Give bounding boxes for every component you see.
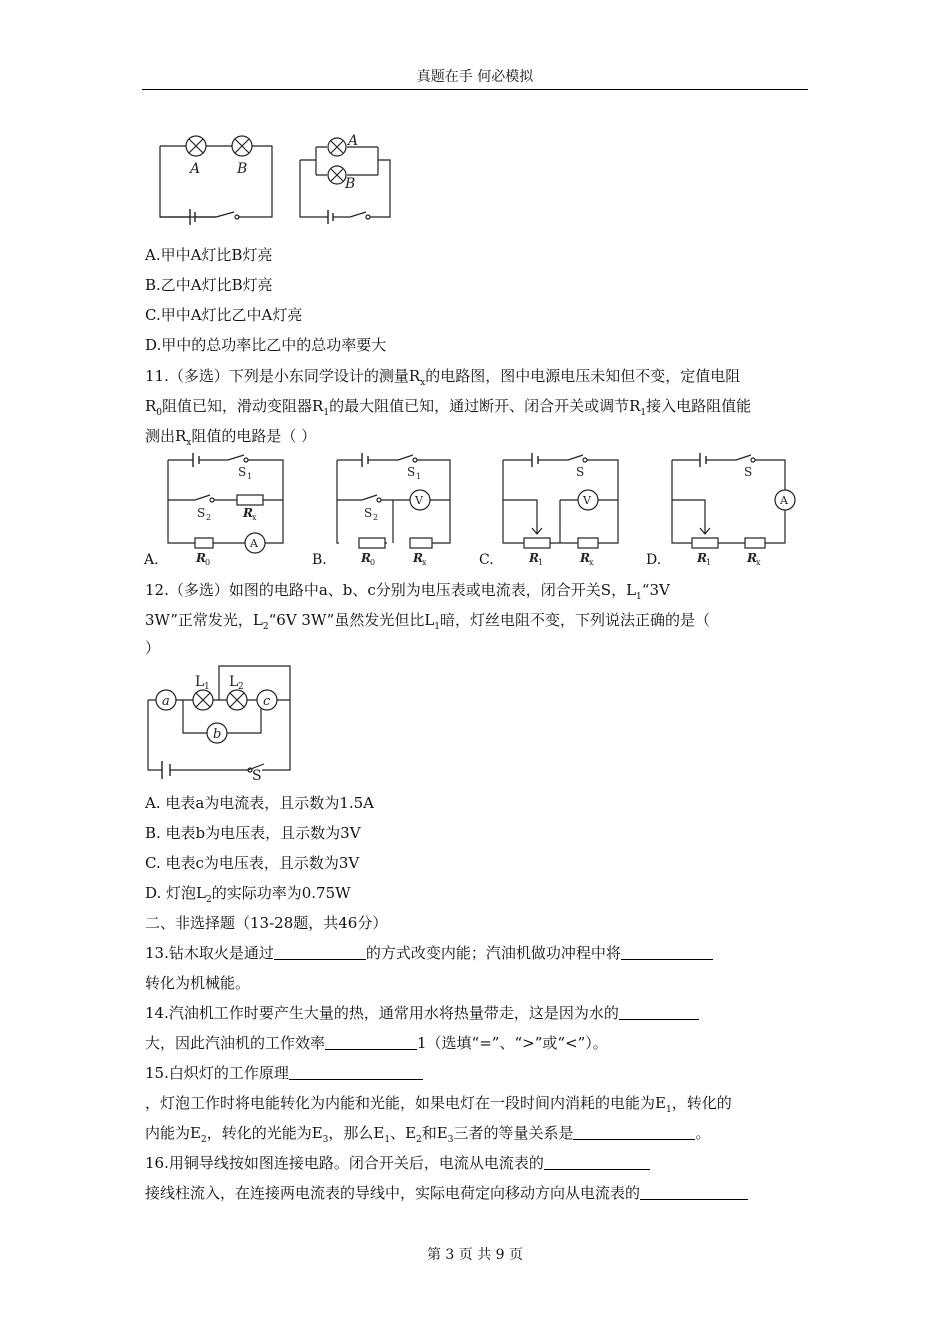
- q10-figure: [150, 125, 400, 225]
- page-footer: 第 3 页 共 9 页: [426, 1247, 524, 1263]
- q15-line2: ，灯泡工作时将电能转化为内能和光能，如果电灯在一段时间内消耗的电能为$E_1$，转化的: [145, 1094, 732, 1115]
- lamp-l1-sub: 1: [204, 682, 210, 692]
- label-rx-a-sub: x: [252, 513, 257, 522]
- q11-label-b: B.: [312, 552, 327, 568]
- q10-option-a: A.甲中A灯比B灯亮: [145, 246, 273, 264]
- label-s-d: S: [744, 465, 753, 479]
- label-rx-d-sub: x: [756, 558, 761, 567]
- q13-blank-1[interactable]: [274, 943, 366, 960]
- q11-label-c: C.: [479, 552, 494, 568]
- q11-label-d: D.: [646, 552, 662, 568]
- q10-option-d: D.甲中的总功率比乙中的总功率要大: [145, 336, 387, 354]
- q12-stem-line2: 3W”正常发光，$L_2“6V$ 3W”虽然发光但比$L_1$暗，灯丝电阻不变，下列说法正确的是（: [145, 611, 711, 632]
- q16-line2: 接线柱流入，在连接两电流表的导线中，实际电荷定向移动方向从电流表的: [145, 1183, 748, 1203]
- q15-blank-2[interactable]: [573, 1123, 695, 1140]
- label-r1-c: R: [529, 551, 539, 565]
- label-r0-b: R: [361, 551, 371, 565]
- q11-circuits: [140, 450, 810, 575]
- label-ammeter-d: A: [780, 494, 788, 507]
- q12-stem-line3: ）: [145, 639, 161, 657]
- q12-option-c: C. 电表c为电压表，且示数为3V: [145, 854, 360, 872]
- q16-blank-2[interactable]: [640, 1183, 748, 1200]
- section-2-heading: 二、非选择题（13-28题，共46分）: [145, 914, 388, 932]
- jia-label-b: B: [237, 161, 248, 177]
- switch-s-label: S: [252, 768, 262, 780]
- lamp-l2-label: L: [229, 674, 239, 690]
- label-s1-b-sub: 1: [416, 472, 422, 481]
- q11-stem-line3: 测出$R_x$阻值的电路是（ ）: [145, 427, 317, 448]
- lamp-l1-label: L: [195, 674, 205, 690]
- q10-option-b: B.乙中A灯比B灯亮: [145, 276, 273, 294]
- q13-blank-2[interactable]: [621, 943, 713, 960]
- q11-label-a: A.: [144, 552, 159, 568]
- label-rx-c-sub: x: [589, 558, 594, 567]
- label-r0-a: R: [196, 551, 206, 565]
- label-r0-b-sub: 0: [370, 558, 376, 567]
- q12-option-d: D. 灯泡$L_2$的实际功率为0.75W: [145, 884, 351, 905]
- q13-line2: 转化为机械能。: [145, 974, 251, 992]
- q13-line1: 13.钻木取火是通过 的方式改变内能；汽油机做功冲程中将: [145, 943, 713, 963]
- label-voltmeter-c: V: [583, 494, 591, 507]
- yi-label-b: B: [345, 176, 356, 192]
- q15-line1: 15.白炽灯的工作原理: [145, 1063, 423, 1083]
- lamp-l2-sub: 2: [238, 682, 244, 692]
- label-s2-b: S: [364, 506, 373, 520]
- q14-blank-2[interactable]: [325, 1033, 417, 1050]
- q14-line2: 大，因此汽油机的工作效率 1（选填“=”、“>”或“<”）。: [145, 1034, 608, 1052]
- label-voltmeter-b: V: [415, 494, 423, 507]
- q12-option-a: A. 电表a为电流表，且示数为1.5A: [145, 794, 375, 812]
- label-s2-a-sub: 2: [206, 513, 212, 522]
- label-r1-c-sub: 1: [538, 558, 544, 567]
- yi-label-a: A: [348, 133, 359, 149]
- label-r0-a-sub: 0: [205, 558, 211, 567]
- meter-c-label: c: [263, 694, 271, 709]
- q12-figure: [140, 660, 300, 780]
- label-rx-a: R: [243, 506, 253, 520]
- label-s1-a-sub: 1: [247, 472, 253, 481]
- q15-line3: 内能为$E_2$，转化的光能为$E_3$，那么$E_1$、$E_2$和$E_3$三者的等量关系是 。: [145, 1124, 711, 1145]
- label-s1-a: S: [238, 465, 247, 479]
- label-s2-b-sub: 2: [373, 513, 379, 522]
- q11-stem-line2: $R_0$阻值已知，滑动变阻器$R_1$的最大阻值已知，通过断开、闭合开关或调节$R_1$接入电路阻值能: [145, 397, 752, 418]
- meter-a-label: a: [162, 694, 170, 709]
- header-rule: [142, 89, 808, 90]
- q16-line1: 16.用铜导线按如图连接电路。闭合开关后，电流从电流表的: [145, 1153, 650, 1173]
- q12-option-b: B. 电表b为电压表，且示数为3V: [145, 824, 361, 842]
- jia-label-a: A: [190, 161, 201, 177]
- q14-blank-1[interactable]: [619, 1003, 699, 1020]
- q10-option-c: C.甲中A灯比乙中A灯亮: [145, 306, 303, 324]
- label-r1-d-sub: 1: [706, 558, 712, 567]
- q15-blank-1[interactable]: [289, 1063, 423, 1080]
- label-s2-a: S: [197, 506, 206, 520]
- label-r1-d: R: [697, 551, 707, 565]
- q11-stem-line1: 11.（多选）下列是小东同学设计的测量$R_x$的电路图，图中电源电压未知但不变，定值电阻: [145, 367, 741, 388]
- page-header: 真题在手 何必模拟: [416, 69, 534, 85]
- q14-line1: 14.汽油机工作时要产生大量的热，通常用水将热量带走，这是因为水的: [145, 1003, 699, 1023]
- label-s1-b: S: [407, 465, 416, 479]
- q16-blank-1[interactable]: [544, 1153, 650, 1170]
- label-s-c: S: [576, 465, 585, 479]
- label-rx-b: R: [413, 551, 423, 565]
- meter-b-label: b: [213, 727, 222, 742]
- q12-stem-line1: 12.（多选）如图的电路中a、b、c分别为电压表或电流表，闭合开关S，$L_1“3V$: [145, 581, 670, 602]
- label-rx-d: R: [747, 551, 757, 565]
- label-ammeter-a: A: [250, 537, 258, 550]
- label-rx-b-sub: x: [422, 558, 427, 567]
- label-rx-c: R: [580, 551, 590, 565]
